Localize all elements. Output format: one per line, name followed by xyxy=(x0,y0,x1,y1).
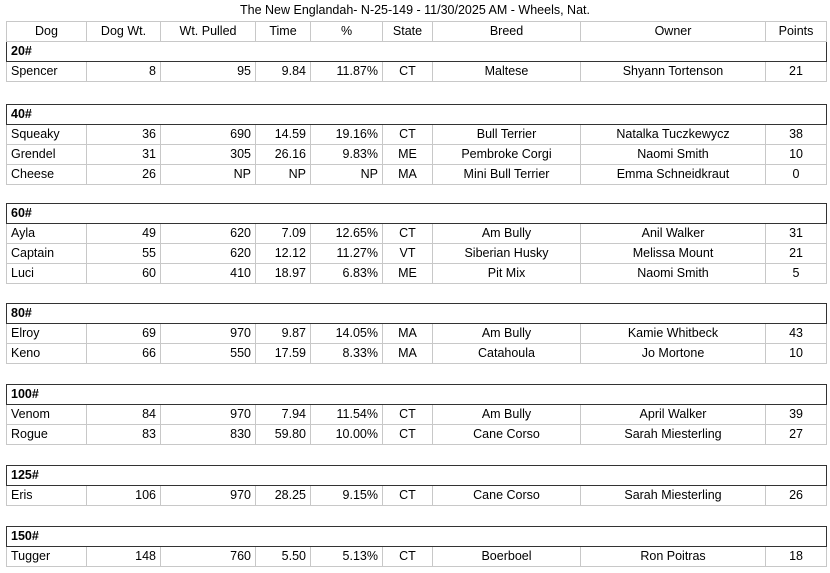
cell-owner: Melissa Mount xyxy=(581,244,766,264)
cell-dog: Eris xyxy=(7,486,87,506)
cell-dog: Elroy xyxy=(7,324,87,344)
column-header-time: Time xyxy=(256,22,311,42)
cell-percent: 5.13% xyxy=(311,547,383,567)
weight-class-label: 100# xyxy=(7,385,827,405)
cell-wt-pulled: 550 xyxy=(161,344,256,364)
cell-dog-wt: 8 xyxy=(87,62,161,82)
cell-dog: Rogue xyxy=(7,425,87,445)
weight-class-label: 20# xyxy=(7,42,827,62)
table-row xyxy=(7,264,827,284)
cell-owner: Jo Mortone xyxy=(581,344,766,364)
weight-class-table xyxy=(6,203,827,284)
table-row xyxy=(7,165,827,185)
column-header-dog-wt: Dog Wt. xyxy=(87,22,161,42)
cell-breed: Am Bully xyxy=(433,324,581,344)
weight-class-table xyxy=(6,21,827,82)
cell-dog: Cheese xyxy=(7,165,87,185)
cell-dog: Spencer xyxy=(7,62,87,82)
column-header-wt-pulled: Wt. Pulled xyxy=(161,22,256,42)
page-title: The New Englandah- N-25-149 - 11/30/2025 AM - Wheels, Nat. xyxy=(240,3,590,17)
cell-dog-wt: 84 xyxy=(87,405,161,425)
cell-dog: Venom xyxy=(7,405,87,425)
cell-dog: Squeaky xyxy=(7,125,87,145)
cell-percent: 9.15% xyxy=(311,486,383,506)
weight-class-row xyxy=(7,385,827,405)
cell-wt-pulled: 830 xyxy=(161,425,256,445)
cell-state: ME xyxy=(383,145,433,165)
cell-time: 7.94 xyxy=(256,405,311,425)
cell-wt-pulled: 970 xyxy=(161,405,256,425)
cell-dog-wt: 31 xyxy=(87,145,161,165)
cell-state: MA xyxy=(383,324,433,344)
cell-wt-pulled: 410 xyxy=(161,264,256,284)
cell-breed: Cane Corso xyxy=(433,486,581,506)
cell-breed: Am Bully xyxy=(433,224,581,244)
cell-dog: Tugger xyxy=(7,547,87,567)
cell-wt-pulled: 690 xyxy=(161,125,256,145)
weight-class-row xyxy=(7,304,827,324)
cell-points: 27 xyxy=(766,425,827,445)
table-row xyxy=(7,486,827,506)
cell-percent: 11.27% xyxy=(311,244,383,264)
cell-owner: Sarah Miesterling xyxy=(581,425,766,445)
table-row xyxy=(7,405,827,425)
cell-owner: Sarah Miesterling xyxy=(581,486,766,506)
cell-dog: Grendel xyxy=(7,145,87,165)
cell-wt-pulled: 620 xyxy=(161,244,256,264)
column-header-state: State xyxy=(383,22,433,42)
cell-time: 26.16 xyxy=(256,145,311,165)
cell-time: 28.25 xyxy=(256,486,311,506)
cell-dog-wt: 60 xyxy=(87,264,161,284)
cell-breed: Mini Bull Terrier xyxy=(433,165,581,185)
weight-class-label: 80# xyxy=(7,304,827,324)
cell-state: CT xyxy=(383,62,433,82)
cell-dog: Captain xyxy=(7,244,87,264)
cell-points: 26 xyxy=(766,486,827,506)
weight-class-table xyxy=(6,384,827,445)
cell-wt-pulled: 95 xyxy=(161,62,256,82)
cell-dog-wt: 148 xyxy=(87,547,161,567)
weight-class-row xyxy=(7,42,827,62)
column-header-owner: Owner xyxy=(581,22,766,42)
table-row xyxy=(7,145,827,165)
cell-owner: Naomi Smith xyxy=(581,145,766,165)
cell-dog-wt: 49 xyxy=(87,224,161,244)
cell-percent: NP xyxy=(311,165,383,185)
cell-dog: Luci xyxy=(7,264,87,284)
cell-dog-wt: 83 xyxy=(87,425,161,445)
cell-owner: April Walker xyxy=(581,405,766,425)
cell-points: 39 xyxy=(766,405,827,425)
cell-state: CT xyxy=(383,425,433,445)
cell-breed: Pembroke Corgi xyxy=(433,145,581,165)
cell-points: 0 xyxy=(766,165,827,185)
cell-dog-wt: 55 xyxy=(87,244,161,264)
cell-percent: 19.16% xyxy=(311,125,383,145)
header-row xyxy=(7,22,827,42)
cell-points: 21 xyxy=(766,62,827,82)
table-row xyxy=(7,425,827,445)
cell-breed: Catahoula xyxy=(433,344,581,364)
cell-time: 14.59 xyxy=(256,125,311,145)
table-row xyxy=(7,244,827,264)
cell-percent: 8.33% xyxy=(311,344,383,364)
cell-time: 12.12 xyxy=(256,244,311,264)
cell-owner: Shyann Tortenson xyxy=(581,62,766,82)
cell-owner: Ron Poitras xyxy=(581,547,766,567)
cell-breed: Maltese xyxy=(433,62,581,82)
weight-class-label: 125# xyxy=(7,466,827,486)
weight-class-row xyxy=(7,105,827,125)
cell-percent: 6.83% xyxy=(311,264,383,284)
weight-class-label: 60# xyxy=(7,204,827,224)
cell-breed: Boerboel xyxy=(433,547,581,567)
weight-class-table xyxy=(6,526,827,567)
cell-time: 9.84 xyxy=(256,62,311,82)
cell-breed: Pit Mix xyxy=(433,264,581,284)
cell-owner: Emma Schneidkraut xyxy=(581,165,766,185)
cell-wt-pulled: 760 xyxy=(161,547,256,567)
cell-state: VT xyxy=(383,244,433,264)
cell-wt-pulled: 970 xyxy=(161,324,256,344)
table-row xyxy=(7,224,827,244)
table-row xyxy=(7,62,827,82)
cell-owner: Kamie Whitbeck xyxy=(581,324,766,344)
cell-breed: Bull Terrier xyxy=(433,125,581,145)
cell-time: 5.50 xyxy=(256,547,311,567)
cell-points: 43 xyxy=(766,324,827,344)
cell-time: 9.87 xyxy=(256,324,311,344)
column-header-dog: Dog xyxy=(7,22,87,42)
cell-dog-wt: 69 xyxy=(87,324,161,344)
cell-state: ME xyxy=(383,264,433,284)
cell-percent: 12.65% xyxy=(311,224,383,244)
weight-class-label: 40# xyxy=(7,105,827,125)
cell-state: CT xyxy=(383,224,433,244)
weight-class-row xyxy=(7,204,827,224)
cell-wt-pulled: 970 xyxy=(161,486,256,506)
cell-percent: 11.54% xyxy=(311,405,383,425)
column-header-breed: Breed xyxy=(433,22,581,42)
cell-breed: Cane Corso xyxy=(433,425,581,445)
cell-wt-pulled: NP xyxy=(161,165,256,185)
cell-dog: Keno xyxy=(7,344,87,364)
cell-time: 7.09 xyxy=(256,224,311,244)
cell-percent: 11.87% xyxy=(311,62,383,82)
cell-percent: 9.83% xyxy=(311,145,383,165)
cell-time: 18.97 xyxy=(256,264,311,284)
cell-percent: 10.00% xyxy=(311,425,383,445)
cell-state: CT xyxy=(383,486,433,506)
table-row xyxy=(7,547,827,567)
cell-dog-wt: 36 xyxy=(87,125,161,145)
cell-dog: Ayla xyxy=(7,224,87,244)
table-row xyxy=(7,125,827,145)
cell-points: 5 xyxy=(766,264,827,284)
cell-dog-wt: 66 xyxy=(87,344,161,364)
cell-points: 10 xyxy=(766,344,827,364)
cell-points: 18 xyxy=(766,547,827,567)
weight-class-row xyxy=(7,466,827,486)
cell-time: 59.80 xyxy=(256,425,311,445)
cell-wt-pulled: 305 xyxy=(161,145,256,165)
cell-owner: Naomi Smith xyxy=(581,264,766,284)
cell-breed: Siberian Husky xyxy=(433,244,581,264)
weight-class-label: 150# xyxy=(7,527,827,547)
weight-class-table xyxy=(6,104,827,185)
cell-points: 31 xyxy=(766,224,827,244)
weight-class-table xyxy=(6,303,827,364)
cell-time: NP xyxy=(256,165,311,185)
column-header-points: Points xyxy=(766,22,827,42)
cell-breed: Am Bully xyxy=(433,405,581,425)
cell-points: 10 xyxy=(766,145,827,165)
cell-owner: Natalka Tuczkewycz xyxy=(581,125,766,145)
table-row xyxy=(7,324,827,344)
weight-class-row xyxy=(7,527,827,547)
cell-state: MA xyxy=(383,165,433,185)
cell-points: 21 xyxy=(766,244,827,264)
cell-dog-wt: 106 xyxy=(87,486,161,506)
cell-state: CT xyxy=(383,547,433,567)
cell-owner: Anil Walker xyxy=(581,224,766,244)
cell-dog-wt: 26 xyxy=(87,165,161,185)
cell-time: 17.59 xyxy=(256,344,311,364)
weight-class-table xyxy=(6,465,827,506)
cell-points: 38 xyxy=(766,125,827,145)
cell-state: CT xyxy=(383,125,433,145)
cell-percent: 14.05% xyxy=(311,324,383,344)
cell-state: MA xyxy=(383,344,433,364)
table-row xyxy=(7,344,827,364)
column-header-percent: % xyxy=(311,22,383,42)
cell-wt-pulled: 620 xyxy=(161,224,256,244)
cell-state: CT xyxy=(383,405,433,425)
